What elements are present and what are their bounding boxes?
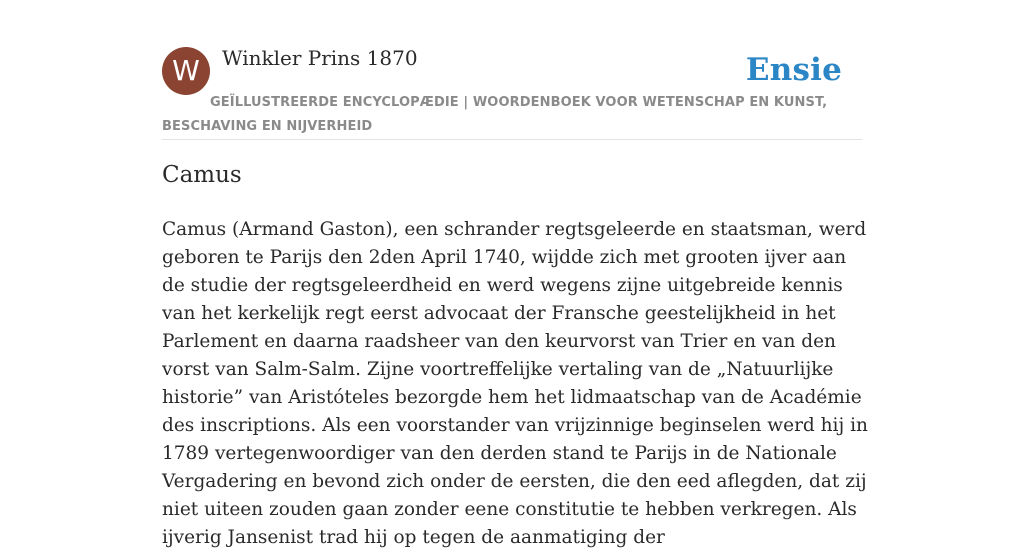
entry-title: Camus bbox=[162, 162, 242, 188]
ensie-logo[interactable]: Ensie bbox=[745, 52, 842, 88]
entry-body: Camus (Armand Gaston), een schrander regtsgeleerde en staatsman, werd geboren te Parijs den 2den April 1740, wijdde zich met grooten ijver aan de studie der regtsgeleerdheid en werd wegens zijne uitgebreide kennis van het kerkelijk regt eerst advocaat der Fransche geestelijkheid in het Parlement en daarna raadsheer van den keurvorst van Trier en van den vorst van Salm-Salm. Zijne voortreffelijke vertaling van de „Natuurlijke historie” van Aristóteles bezorgde hem het lidmaatschap van de Académie des inscriptions. Als een voorstander van vrijzinnige beginselen werd hij in 1789 vertegenwoordiger van den derden stand te Parijs in de Nationale Vergadering en bevond zich onder de eersten, die den eed aflegden, dat zij niet uiteen zouden gaan zonder eene constitutie te hebben verkregen. Als ijverig Jansenist trad hij op tegen de aanmatiging der bbox=[162, 219, 868, 548]
header-divider bbox=[162, 139, 862, 140]
source-subtitle: GEÏLLUSTREERDE ENCYCLOPÆDIE | WOORDENBOEK VOOR WETENSCHAP EN KUNST, BESCHAVING EN NIJVERHEID bbox=[162, 95, 828, 134]
source-title-link[interactable]: Winkler Prins 1870 bbox=[222, 46, 418, 70]
source-avatar[interactable]: W bbox=[162, 47, 210, 95]
